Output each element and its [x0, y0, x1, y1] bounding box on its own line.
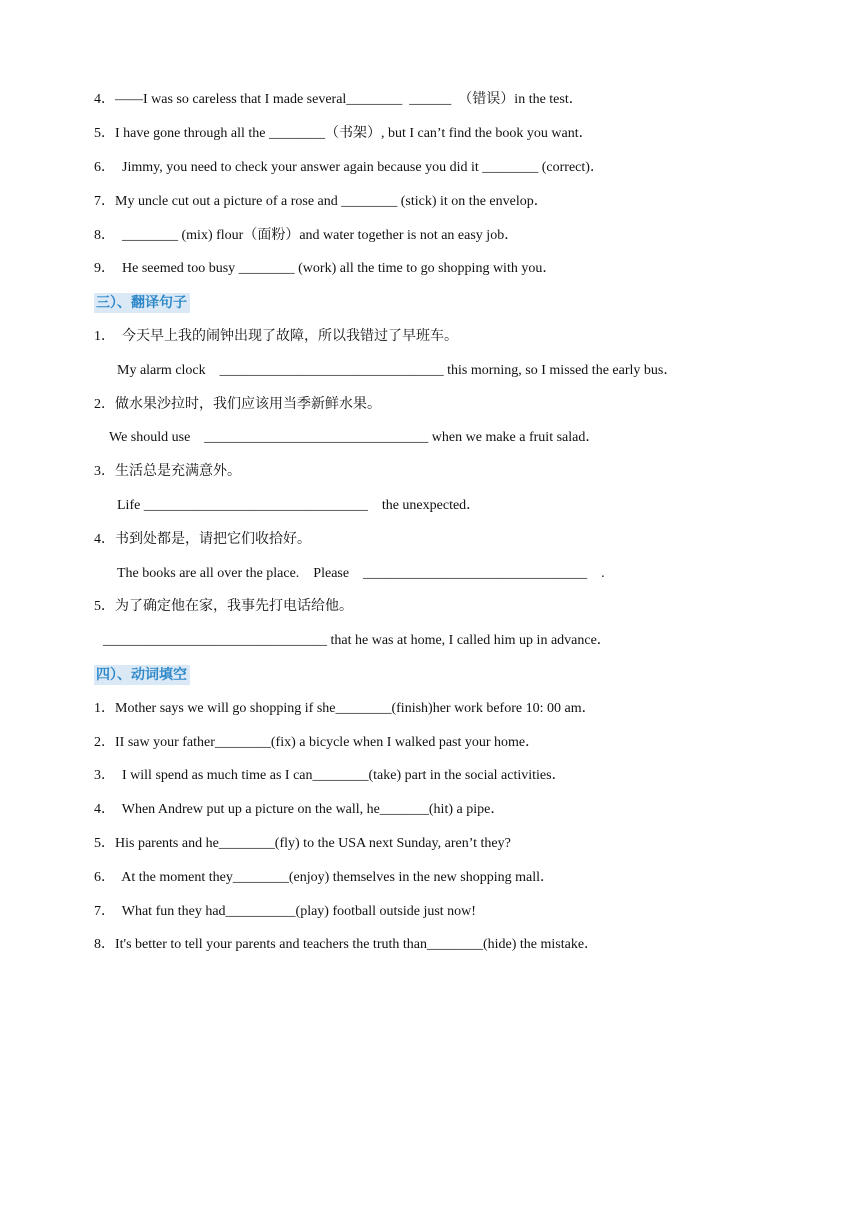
question-2-7: 7．My uncle cut out a picture of a rose and ________ (stick) it on the envelop．	[94, 194, 548, 209]
question-2-9: 9． He seemed too busy ________ (work) all the time to go shopping with you．	[94, 261, 557, 276]
question-2-5: 5．I have gone through all the ________（书架）, but I can’t find the book you want．	[94, 126, 593, 141]
translation-4-english: The books are all over the place. Please ________________________________ .	[117, 566, 605, 581]
translation-3-english: Life ________________________________ the unexpected．	[117, 498, 481, 513]
verb-question-2: 2．II saw your father________(fix) a bicycle when I walked past your home．	[94, 735, 540, 750]
translation-1-english: My alarm clock ________________________________ this morning, so I missed the early bus．	[117, 363, 678, 378]
translation-5-english: ________________________________ that he was at home, I called him up in advance．	[103, 633, 611, 648]
translation-4-chinese: 4．书到处都是，请把它们收拾好。	[94, 532, 311, 547]
verb-question-4: 4． When Andrew put up a picture on the wall, he_______(hit) a pipe．	[94, 802, 505, 817]
verb-question-3: 3． I will spend as much time as I can________(take) part in the social activities．	[94, 768, 566, 783]
question-2-8: 8． ________ (mix) flour（面粉）and water together is not an easy job．	[94, 228, 519, 243]
question-2-4: 4．——I was so careless that I made several________ ______ （错误）in the test．	[94, 92, 583, 107]
translation-2-english: We should use ________________________________ when we make a fruit salad．	[109, 430, 600, 445]
translation-3-chinese: 3．生活总是充满意外。	[94, 464, 241, 479]
verb-question-1: 1．Mother says we will go shopping if she________(finish)her work before 10: 00 am．	[94, 701, 596, 716]
verb-question-6: 6． At the moment they________(enjoy) themselves in the new shopping mall．	[94, 870, 554, 885]
verb-question-7: 7． What fun they had__________(play) football outside just now!	[94, 904, 476, 919]
verb-question-8: 8．It's better to tell your parents and teachers the truth than________(hide) the mistake．	[94, 937, 599, 952]
verb-question-5: 5．His parents and he________(fly) to the USA next Sunday, aren’t they?	[94, 836, 511, 851]
translation-2-chinese: 2．做水果沙拉时，我们应该用当季新鲜水果。	[94, 397, 381, 412]
section-four-heading: 四）、动词填空	[94, 665, 190, 685]
section-three-heading: 三）、翻译句子	[94, 293, 190, 313]
question-2-6: 6． Jimmy, you need to check your answer again because you did it ________ (correct)．	[94, 160, 604, 175]
translation-5-chinese: 5．为了确定他在家，我事先打电话给他。	[94, 599, 353, 614]
translation-1-chinese: 1． 今天早上我的闹钟出现了故障，所以我错过了早班车。	[94, 329, 458, 344]
